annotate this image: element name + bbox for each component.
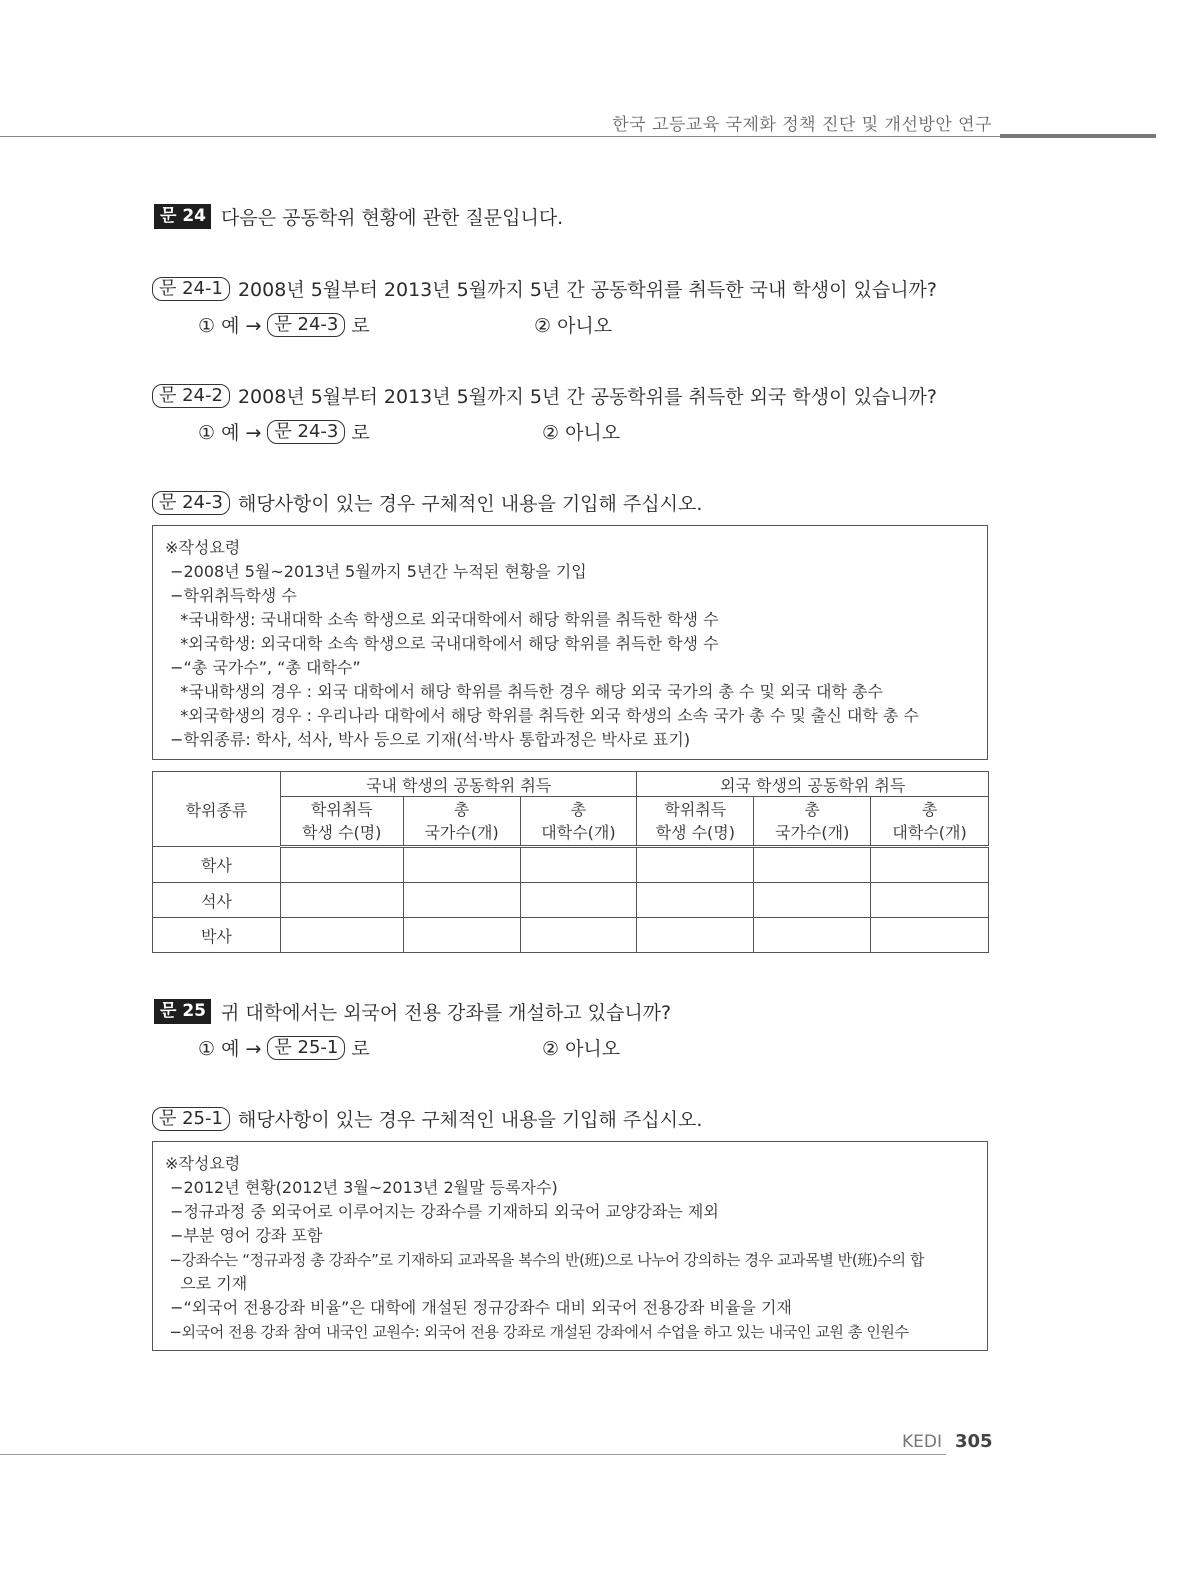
guide-line: *국내학생의 경우 : 외국 대학에서 해당 학위를 취득한 경우 해당 외국 국가의 총 수 및 외국 대학 총수 <box>165 682 883 701</box>
header-domestic-students: 학위취득 학생 수(명) <box>280 797 403 847</box>
guide-line: ※작성요령 <box>165 538 241 557</box>
input-cell[interactable] <box>520 883 637 918</box>
question-24-3-text: 해당사항이 있는 경우 구체적인 내용을 기입해 주십시오. <box>237 493 703 515</box>
question-25-text: 귀 대학에서는 외국어 전용 강좌를 개설하고 있습니까? <box>221 1002 672 1024</box>
guide-line: −강좌수는 “정규과정 총 강좌수”로 기재하되 교과목을 복수의 반(班)으로 나누어 강의하는 경우 교과목별 반(班)수의 합 <box>165 1251 925 1269</box>
input-cell[interactable] <box>754 918 871 953</box>
input-cell[interactable] <box>754 883 871 918</box>
choice-yes[interactable] <box>198 418 370 445</box>
header-foreign-countries: 총 국가수(개) <box>754 797 871 847</box>
writing-guide-25 <box>152 1141 988 1351</box>
choice-yes-target-tag: 문 24-3 <box>267 313 345 337</box>
page-number: 305 <box>955 1431 993 1452</box>
question-24-2-text: 2008년 5월부터 2013년 5월까지 5년 간 공동학위를 취득한 외국 학생이 있습니까? <box>237 386 937 408</box>
guide-line: −학위취득학생 수 <box>165 586 297 605</box>
row-label-doctor: 박사 <box>153 918 281 953</box>
choice-yes-suffix: 로 <box>351 1038 370 1060</box>
table-row <box>153 883 989 918</box>
question-24-tag: 문 24 <box>154 204 211 229</box>
header-domestic-countries: 총 국가수(개) <box>403 797 520 847</box>
input-cell[interactable] <box>403 883 520 918</box>
guide-line: 으로 기재 <box>165 1274 248 1293</box>
choice-yes-target-tag: 문 25-1 <box>267 1036 345 1060</box>
guide-line: −부분 영어 강좌 포함 <box>165 1226 323 1245</box>
footer-rule <box>0 1454 946 1455</box>
input-cell[interactable] <box>871 918 989 953</box>
input-cell[interactable] <box>280 883 403 918</box>
guide-line: −“총 국가수”, “총 대학수” <box>165 658 361 677</box>
header-foreign-students: 학위취득 학생 수(명) <box>637 797 754 847</box>
input-cell[interactable] <box>280 847 403 883</box>
row-label-bachelor: 학사 <box>153 847 281 883</box>
question-24-1 <box>152 275 937 302</box>
guide-line: ※작성요령 <box>165 1154 241 1173</box>
question-25-1-text: 해당사항이 있는 경우 구체적인 내용을 기입해 주십시오. <box>237 1109 703 1131</box>
choice-yes-suffix: 로 <box>351 315 370 337</box>
joint-degree-table <box>152 771 989 953</box>
input-cell[interactable] <box>637 918 754 953</box>
header-domestic-universities: 총 대학수(개) <box>520 797 637 847</box>
guide-line: −2008년 5월~2013년 5월까지 5년간 누적된 현황을 기입 <box>165 562 587 581</box>
input-cell[interactable] <box>520 918 637 953</box>
header-domestic-group: 국내 학생의 공동학위 취득 <box>280 772 637 797</box>
input-cell[interactable] <box>520 847 637 883</box>
writing-guide-24 <box>152 525 988 760</box>
guide-line: −“외국어 전용강좌 비율”은 대학에 개설된 정규강좌수 대비 외국어 전용강좌 비율을 기재 <box>165 1298 792 1317</box>
header-foreign-universities: 총 대학수(개) <box>871 797 989 847</box>
choice-yes-label: ① 예 → <box>198 422 262 444</box>
question-24-2-tag: 문 24-2 <box>152 384 230 408</box>
question-24-3 <box>152 489 702 516</box>
table-row <box>153 918 989 953</box>
question-25-tag: 문 25 <box>154 999 211 1024</box>
input-cell[interactable] <box>871 847 989 883</box>
guide-line: *국내학생: 국내대학 소속 학생으로 외국대학에서 해당 학위를 취득한 학생 수 <box>165 610 719 629</box>
question-24-3-tag: 문 24-3 <box>152 491 230 515</box>
guide-line: −학위종류: 학사, 석사, 박사 등으로 기재(석·박사 통합과정은 박사로 표기) <box>165 730 691 749</box>
choice-yes[interactable] <box>198 311 370 338</box>
input-cell[interactable] <box>403 847 520 883</box>
header-accent-bar <box>1000 134 1156 138</box>
guide-line: *외국학생: 외국대학 소속 학생으로 국내대학에서 해당 학위를 취득한 학생 수 <box>165 634 719 653</box>
choice-yes-label: ① 예 → <box>198 1038 262 1060</box>
guide-line: −정규과정 중 외국어로 이루어지는 강좌수를 기재하되 외국어 교양강좌는 제외 <box>165 1202 719 1221</box>
choice-no[interactable]: ② 아니오 <box>534 315 613 337</box>
footer-brand: KEDI <box>902 1432 942 1452</box>
choice-yes-target-tag: 문 24-3 <box>267 420 345 444</box>
input-cell[interactable] <box>280 918 403 953</box>
guide-line: −2012년 현황(2012년 3월~2013년 2월말 등록자수) <box>165 1178 558 1197</box>
input-cell[interactable] <box>403 918 520 953</box>
guide-line: *외국학생의 경우 : 우리나라 대학에서 해당 학위를 취득한 외국 학생의 소속 국가 총 수 및 출신 대학 총 수 <box>165 706 919 725</box>
header-degree-type: 학위종류 <box>153 772 281 847</box>
input-cell[interactable] <box>637 883 754 918</box>
question-24-1-choices <box>198 311 818 339</box>
choice-yes-suffix: 로 <box>351 422 370 444</box>
header-foreign-group: 외국 학생의 공동학위 취득 <box>637 772 989 797</box>
question-25 <box>154 998 671 1025</box>
question-24-1-tag: 문 24-1 <box>152 277 230 301</box>
choice-no[interactable]: ② 아니오 <box>542 1038 621 1060</box>
row-label-master: 석사 <box>153 883 281 918</box>
question-24 <box>154 203 563 230</box>
question-24-2 <box>152 382 937 409</box>
input-cell[interactable] <box>637 847 754 883</box>
choice-no[interactable]: ② 아니오 <box>542 422 621 444</box>
question-24-text: 다음은 공동학위 현황에 관한 질문입니다. <box>221 207 564 229</box>
choice-yes[interactable] <box>198 1034 370 1061</box>
table-row <box>153 847 989 883</box>
question-24-2-choices <box>198 418 818 446</box>
choice-yes-label: ① 예 → <box>198 315 262 337</box>
input-cell[interactable] <box>871 883 989 918</box>
question-25-choices <box>198 1034 818 1062</box>
input-cell[interactable] <box>754 847 871 883</box>
question-25-1 <box>152 1105 702 1132</box>
question-24-1-text: 2008년 5월부터 2013년 5월까지 5년 간 공동학위를 취득한 국내 학생이 있습니까? <box>237 279 937 301</box>
question-25-1-tag: 문 25-1 <box>152 1107 230 1131</box>
running-header-title: 한국 고등교육 국제화 정책 진단 및 개선방안 연구 <box>612 115 992 135</box>
header-rule <box>0 136 1000 137</box>
guide-line: −외국어 전용 강좌 참여 내국인 교원수: 외국어 전용 강좌로 개설된 강좌에서 수업을 하고 있는 내국인 교원 총 인원수 <box>165 1323 909 1341</box>
